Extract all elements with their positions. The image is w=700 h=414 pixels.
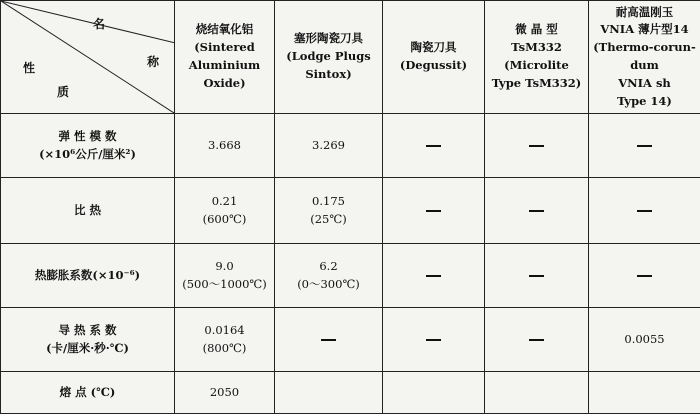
table-row <box>1 244 700 308</box>
dash-mark <box>426 275 441 277</box>
row-label-elastic-modulus <box>1 114 175 178</box>
table-cell <box>485 308 589 372</box>
dash-mark <box>637 275 652 277</box>
cell-value-line: 0.0055 <box>592 331 697 348</box>
table-cell <box>485 114 589 178</box>
row-label-specific-heat <box>1 178 175 244</box>
corner-label-property-2: 质 <box>57 83 69 101</box>
table-cell <box>589 308 700 372</box>
table-cell <box>275 244 383 308</box>
table-cell <box>383 372 485 414</box>
table-cell <box>485 372 589 414</box>
row-label-thermal-expansion <box>1 244 175 308</box>
empty-value-dash <box>488 267 585 284</box>
empty-value-dash <box>386 202 481 219</box>
dash-mark <box>529 339 544 341</box>
empty-value-dash <box>488 331 585 348</box>
table-cell <box>175 114 275 178</box>
table-cell <box>175 244 275 308</box>
table-cell <box>485 244 589 308</box>
text-line: 熔 点 (℃) <box>4 384 171 401</box>
text-line: Type TsM332) <box>488 75 585 93</box>
cell-value-line: 6.2 <box>278 258 379 275</box>
empty-value-dash <box>386 267 481 284</box>
text-line: (Sintered <box>178 39 271 57</box>
table-cell <box>275 114 383 178</box>
text-line: 微 晶 型 <box>488 21 585 39</box>
text-line: (Degussit) <box>386 57 481 75</box>
cell-value-line: (25℃) <box>278 211 379 228</box>
column-header-sintered-alumina <box>175 1 275 114</box>
table-cell <box>175 178 275 244</box>
header-row <box>1 1 700 114</box>
table-cell <box>485 178 589 244</box>
cell-value-line: 9.0 <box>178 258 271 275</box>
text-line: (Microlite <box>488 57 585 75</box>
cell-value-line: 0.175 <box>278 193 379 210</box>
dash-mark <box>321 339 336 341</box>
text-line: Aluminium <box>178 57 271 75</box>
cell-value-line: (0～300℃) <box>278 276 379 293</box>
dash-mark <box>529 210 544 212</box>
dash-mark <box>637 210 652 212</box>
cell-value-line: 0.0164 <box>178 322 271 339</box>
empty-value-dash <box>592 267 697 284</box>
cell-value-line: 0.21 <box>178 193 271 210</box>
dash-mark <box>529 275 544 277</box>
column-header-thermo-corundum <box>589 1 700 114</box>
corner-label-name: 名 <box>93 15 105 33</box>
table-cell <box>175 308 275 372</box>
table-row <box>1 372 700 414</box>
table-cell <box>589 372 700 414</box>
text-line: Type 14) <box>592 93 697 111</box>
dash-mark <box>529 145 544 147</box>
text-line: 导 热 系 数 <box>4 322 171 339</box>
empty-value-dash <box>488 202 585 219</box>
text-line: (×10⁶公斤/厘米²) <box>4 146 171 163</box>
dash-mark <box>637 145 652 147</box>
row-label-melting-point <box>1 372 175 414</box>
table-cell <box>589 178 700 244</box>
empty-value-dash <box>592 202 697 219</box>
table-cell <box>275 308 383 372</box>
table-row <box>1 308 700 372</box>
text-line: 弹 性 模 数 <box>4 128 171 145</box>
table-cell <box>589 114 700 178</box>
empty-value-dash <box>592 137 697 154</box>
corner-header-cell <box>1 1 175 114</box>
dash-mark <box>426 339 441 341</box>
table-cell <box>383 178 485 244</box>
text-line: VNIA 薄片型14 <box>592 21 697 39</box>
corner-label-name-2: 称 <box>147 53 159 71</box>
text-line: 热膨胀系数(×10⁻⁶) <box>4 267 171 284</box>
table-cell <box>589 244 700 308</box>
text-line: (卡/厘米·秒·℃) <box>4 340 171 357</box>
table-cell <box>383 114 485 178</box>
table-cell <box>175 372 275 414</box>
table-row <box>1 178 700 244</box>
cell-value-line: 3.269 <box>278 137 379 154</box>
table-row <box>1 114 700 178</box>
text-line: TsM332 <box>488 39 585 57</box>
text-line: 耐高温刚玉 <box>592 4 697 22</box>
text-line: Oxide) <box>178 75 271 93</box>
empty-value-dash <box>386 137 481 154</box>
text-line: (Lodge Plugs <box>278 48 379 66</box>
cell-value-line: (800℃) <box>178 340 271 357</box>
cell-value-line: 3.668 <box>178 137 271 154</box>
table-cell <box>383 244 485 308</box>
row-label-thermal-conductivity <box>1 308 175 372</box>
dash-mark <box>426 210 441 212</box>
table-cell <box>275 372 383 414</box>
corner-label-property: 性 <box>23 59 35 77</box>
text-line: VNIA sh <box>592 75 697 93</box>
empty-value-dash <box>278 331 379 348</box>
table-cell <box>275 178 383 244</box>
column-header-degussit <box>383 1 485 114</box>
empty-value-dash <box>386 331 481 348</box>
text-line: Sintox) <box>278 66 379 84</box>
table-cell <box>383 308 485 372</box>
text-line: 陶瓷刀具 <box>386 39 481 57</box>
text-line: (Thermo-corun- <box>592 39 697 57</box>
cell-value-line: (600℃) <box>178 211 271 228</box>
text-line: dum <box>592 57 697 75</box>
dash-mark <box>426 145 441 147</box>
text-line: 比 热 <box>4 202 171 219</box>
cell-value-line: (500～1000℃) <box>178 276 271 293</box>
text-line: 塞形陶瓷刀具 <box>278 30 379 48</box>
column-header-microlite <box>485 1 589 114</box>
column-header-lodge-plugs <box>275 1 383 114</box>
empty-value-dash <box>488 137 585 154</box>
cell-value-line: 2050 <box>178 384 271 401</box>
text-line: 烧结氧化铝 <box>178 21 271 39</box>
